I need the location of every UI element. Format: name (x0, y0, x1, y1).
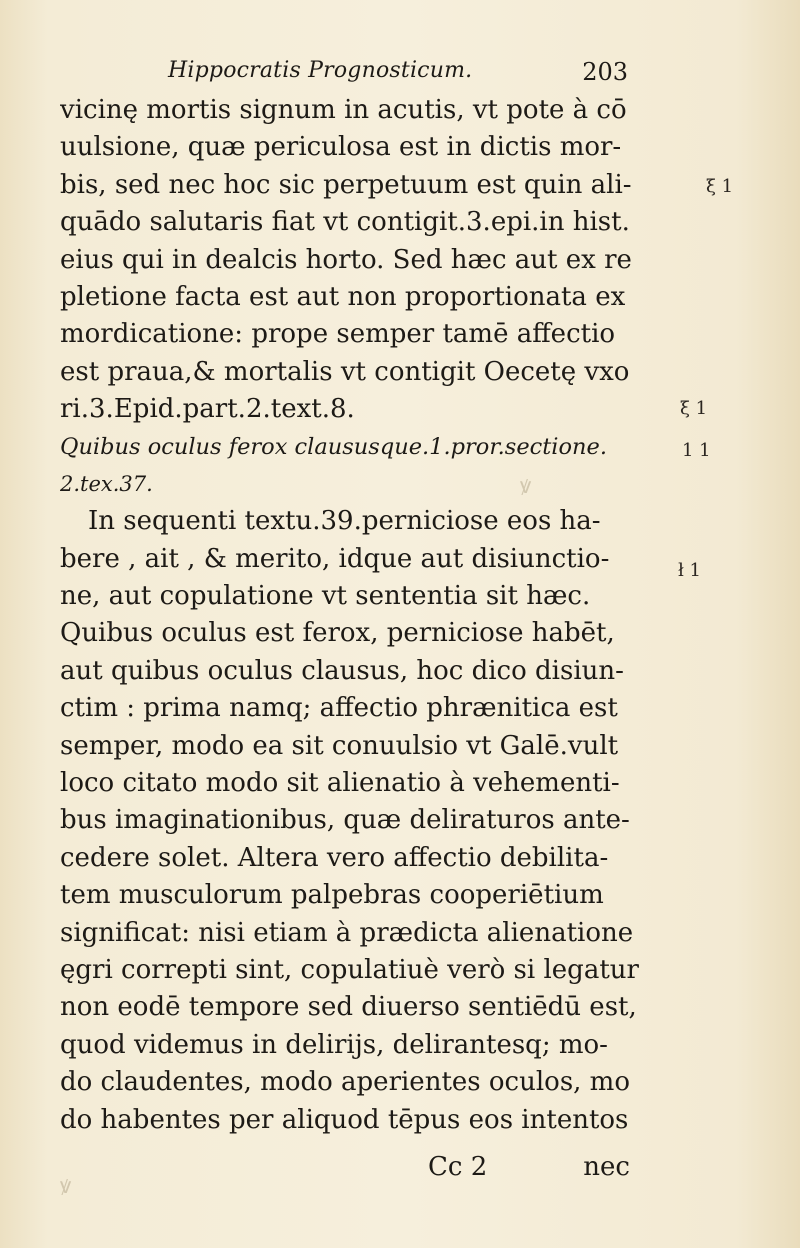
text-line: cedere solet. Altera vero affectio debilita- (60, 842, 609, 873)
text-line: do habentes per aliquod tēpus eos intentos (60, 1104, 629, 1135)
text-line: non eodē tempore sed diuerso sentiēdū est, (60, 992, 637, 1023)
text-line: semper, modo ea sit conuulsio vt Galē.vult (60, 730, 619, 761)
text-line: tem musculorum palpebras cooperiētium (60, 880, 604, 911)
section-rubric: Quibus oculus ferox claususque.1.pror.sectione. (60, 433, 607, 460)
text-line: ęgri correpti sint, copulatiuè verò si legatur (60, 954, 639, 985)
bleed-through-mark: ꝟ (60, 1174, 72, 1199)
text-line: ne, aut copulatione vt sententia sit hæc. (60, 581, 591, 612)
text-line: quādo salutaris fiat vt contigit.3.epi.in hist. (60, 207, 630, 238)
signature-mark: Cc 2 (428, 1152, 488, 1182)
text-line: loco citato modo sit alienatio à vehementi- (60, 768, 620, 799)
text-line: mordicatione: prope semper tamē affectio (60, 319, 616, 350)
page-number: 203 (582, 58, 628, 86)
text-line: ri.3.Epid.part.2.text.8. (60, 394, 355, 425)
text-line: bus imaginationibus, quæ deliraturos ante- (60, 805, 630, 836)
margin-note: ξ 1 (680, 398, 708, 419)
section-rubric-continued: 2.tex.37. (60, 471, 153, 496)
bleed-through-mark: ꝟ (520, 474, 532, 499)
text-line: bis, sed nec hoc sic perpetuum est quin ali- (60, 169, 632, 200)
paragraph-start: In sequenti textu.39.perniciose eos ha- (88, 506, 601, 537)
text-line: significat: nisi etiam à prædicta alienatione (60, 917, 634, 948)
text-line: Quibus oculus est ferox, perniciose habēt, (60, 618, 615, 649)
running-title: Hippocratis Prognosticum. (168, 58, 473, 83)
margin-note: ł 1 (678, 560, 702, 581)
text-line: eius qui in dealcis horto. Sed hæc aut ex re (60, 244, 632, 275)
text-line: ctim : prima namq; affectio phrænitica est (60, 693, 618, 724)
text-line: bere , ait , & merito, idque aut disiunctio- (60, 543, 610, 574)
catchword: nec (583, 1152, 630, 1182)
text-line: quod videmus in delirijs, delirantesq; mo- (60, 1029, 608, 1060)
margin-note: ξ 1 (706, 176, 734, 197)
page-footer (60, 1152, 630, 1188)
text-line: uulsione, quæ periculosa est in dictis mor- (60, 132, 622, 163)
text-line: do claudentes, modo aperientes oculos, mo (60, 1067, 630, 1098)
text-line: aut quibus oculus clausus, hoc dico disiun- (60, 655, 624, 686)
text-line: vicinę mortis signum in acutis, vt pote à cō (60, 95, 627, 125)
margin-note: 1 1 (682, 440, 711, 461)
text-line: est praua,& mortalis vt contigit Oecetę vxo (60, 356, 630, 387)
body-text (60, 92, 640, 1139)
text-line: pletione facta est aut non proportionata ex (60, 281, 626, 312)
